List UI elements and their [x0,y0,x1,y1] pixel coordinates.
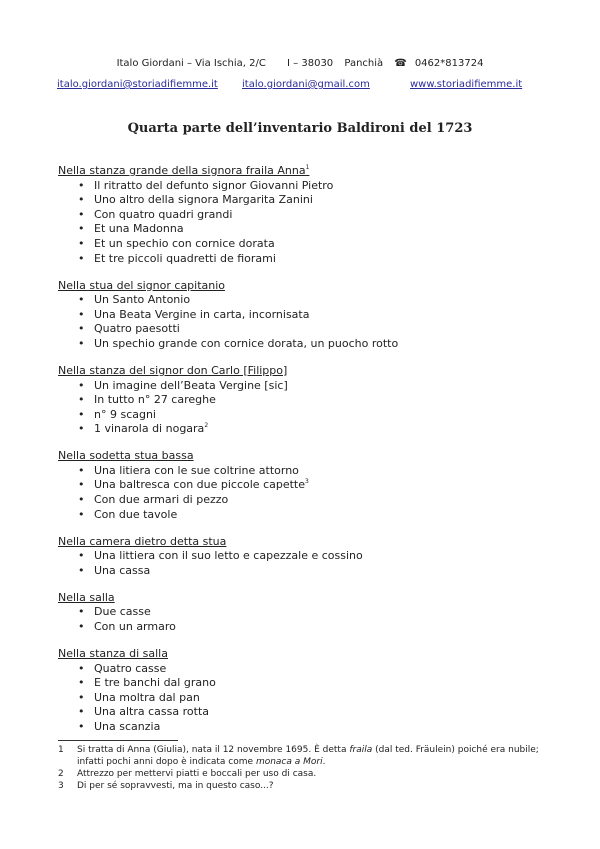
town: Panchià [344,58,384,69]
item-list [58,179,558,267]
list-item-text: Et un spechio con cornice dorata [94,236,275,250]
list-item-text: Et una Madonna [94,222,184,236]
footnote-text: Si tratta di Anna (Giulia), nata il 12 novembre 1695. È detta [77,745,350,755]
footnote-number: 2 [58,769,64,779]
list-item-text: Una littiera con il suo letto e capezzale e cossino [94,549,363,563]
list-item [58,337,558,352]
list-item-text: Et tre piccoli quadretti de fiorami [94,251,276,265]
list-item-text: Una moltra dal pan [94,690,200,704]
letterhead-address [0,58,600,69]
section-heading [58,449,558,464]
footnote-ref[interactable]: 3 [305,478,309,486]
section-heading-text: Nella stanza di salla [58,646,168,660]
footnote-ref[interactable]: 1 [305,164,310,171]
list-item [58,720,558,735]
website-link[interactable]: www.storiadifiemme.it [410,79,523,90]
list-item [58,676,558,691]
list-item [58,379,558,394]
footnotes [58,744,558,792]
list-item [58,293,558,308]
list-item-text: Con due armari di pezzo [94,493,229,507]
author-address: Italo Giordani – Via Ischia, 2/C [116,58,266,69]
list-item [58,564,558,579]
section-heading-text: Nella stanza del signor don Carlo [Filippo] [58,363,288,377]
list-item [58,308,558,323]
item-list [58,464,558,522]
item-list [58,605,558,634]
list-item-text: n° 9 scagni [94,407,156,421]
list-item-text: Quatro casse [94,661,167,675]
item-list [58,662,558,735]
inventory-section [58,364,558,437]
section-heading [58,591,558,606]
list-item [58,422,558,437]
list-item-text: Quatro paesotti [94,322,180,336]
section-heading [58,164,558,179]
inventory-body [58,164,558,747]
section-heading-text: Nella stua del signor capitanio [58,278,226,292]
list-item [58,393,558,408]
item-list [58,549,558,578]
list-item [58,252,558,267]
list-item [58,549,558,564]
section-heading [58,364,558,379]
telephone-icon: ☎ [394,58,407,69]
inventory-section [58,164,558,266]
footnote-text: (dal ted. Fräulein) poiché era nubile; infatti pochi anni dopo è indicata come [77,745,539,767]
list-item [58,662,558,677]
list-item-text: Uno altro della signora Margarita Zanini [94,193,313,207]
list-item [58,464,558,479]
footnote-separator [58,740,178,741]
list-item-text: Una baltresca con due piccole capette [94,478,305,492]
list-item [58,179,558,194]
list-item [58,222,558,237]
list-item-text: Una Beata Vergine in carta, incornisata [94,307,310,321]
list-item-text: Una litiera con le sue coltrine attorno [94,463,299,477]
list-item-text: E tre banchi dal grano [94,676,216,690]
section-heading-text: Nella camera dietro detta stua [58,534,227,548]
list-item [58,691,558,706]
section-heading-text: Nella stanza grande della signora fraila Anna [58,164,306,177]
list-item [58,508,558,523]
list-item-text: Con un armaro [94,619,176,633]
list-item [58,478,558,493]
footnote-text: monaca a Mori [255,757,323,767]
email-link-gmail[interactable]: italo.giordani@gmail.com [242,79,370,90]
footnote [58,768,558,780]
item-list [58,293,558,351]
footnote-text: . [322,757,326,767]
list-item [58,322,558,337]
list-item-text: Con due tavole [94,507,178,521]
phone-number: 0462*813724 [414,58,484,69]
inventory-section [58,591,558,635]
list-item [58,208,558,223]
list-item-text: Una scanzia [94,719,161,733]
footnote-text: fraila [349,745,373,755]
footnote-text: Di per sé sopravvesti, ma in questo caso...? [77,781,274,791]
section-heading [58,279,558,294]
item-list [58,379,558,437]
list-item-text: In tutto n° 27 careghe [94,393,216,407]
section-heading-text: Nella salla [58,590,115,604]
list-item [58,237,558,252]
list-item [58,620,558,635]
list-item-text: Il ritratto del defunto signor Giovanni Pietro [94,178,334,192]
list-item-text: Con quatro quadri grandi [94,207,233,221]
list-item-text: Un Santo Antonio [94,293,191,307]
list-item-text: Un spechio grande con cornice dorata, un puocho rotto [94,336,399,350]
footnote-ref[interactable]: 2 [204,422,209,430]
list-item [58,705,558,720]
footnote [58,780,558,792]
footnote-text: Attrezzo per mettervi piatti e boccali per uso di casa. [77,769,317,779]
inventory-section [58,279,558,352]
document-title: Quarta parte dell’inventario Baldironi del 1723 [127,121,473,136]
inventory-section [58,449,558,522]
footnote-number: 3 [58,781,64,791]
section-heading-text: Nella sodetta stua bassa [58,449,194,463]
list-item [58,605,558,620]
section-heading [58,647,558,662]
email-link-storiadifiemme[interactable]: italo.giordani@storiadifiemme.it [57,79,218,90]
list-item [58,408,558,423]
list-item-text: Una altra cassa rotta [94,705,209,719]
list-item [58,193,558,208]
list-item [58,493,558,508]
postal-code: I – 38030 [287,58,334,69]
footnote [58,744,558,768]
section-heading [58,535,558,550]
list-item-text: Due casse [94,605,151,619]
list-item-text: 1 vinarola di nogara [94,422,205,436]
list-item-text: Una cassa [94,563,151,577]
inventory-section [58,647,558,735]
inventory-section [58,535,558,579]
list-item-text: Un imagine dell’Beata Vergine [sic] [94,378,288,392]
footnote-number: 1 [58,745,64,755]
